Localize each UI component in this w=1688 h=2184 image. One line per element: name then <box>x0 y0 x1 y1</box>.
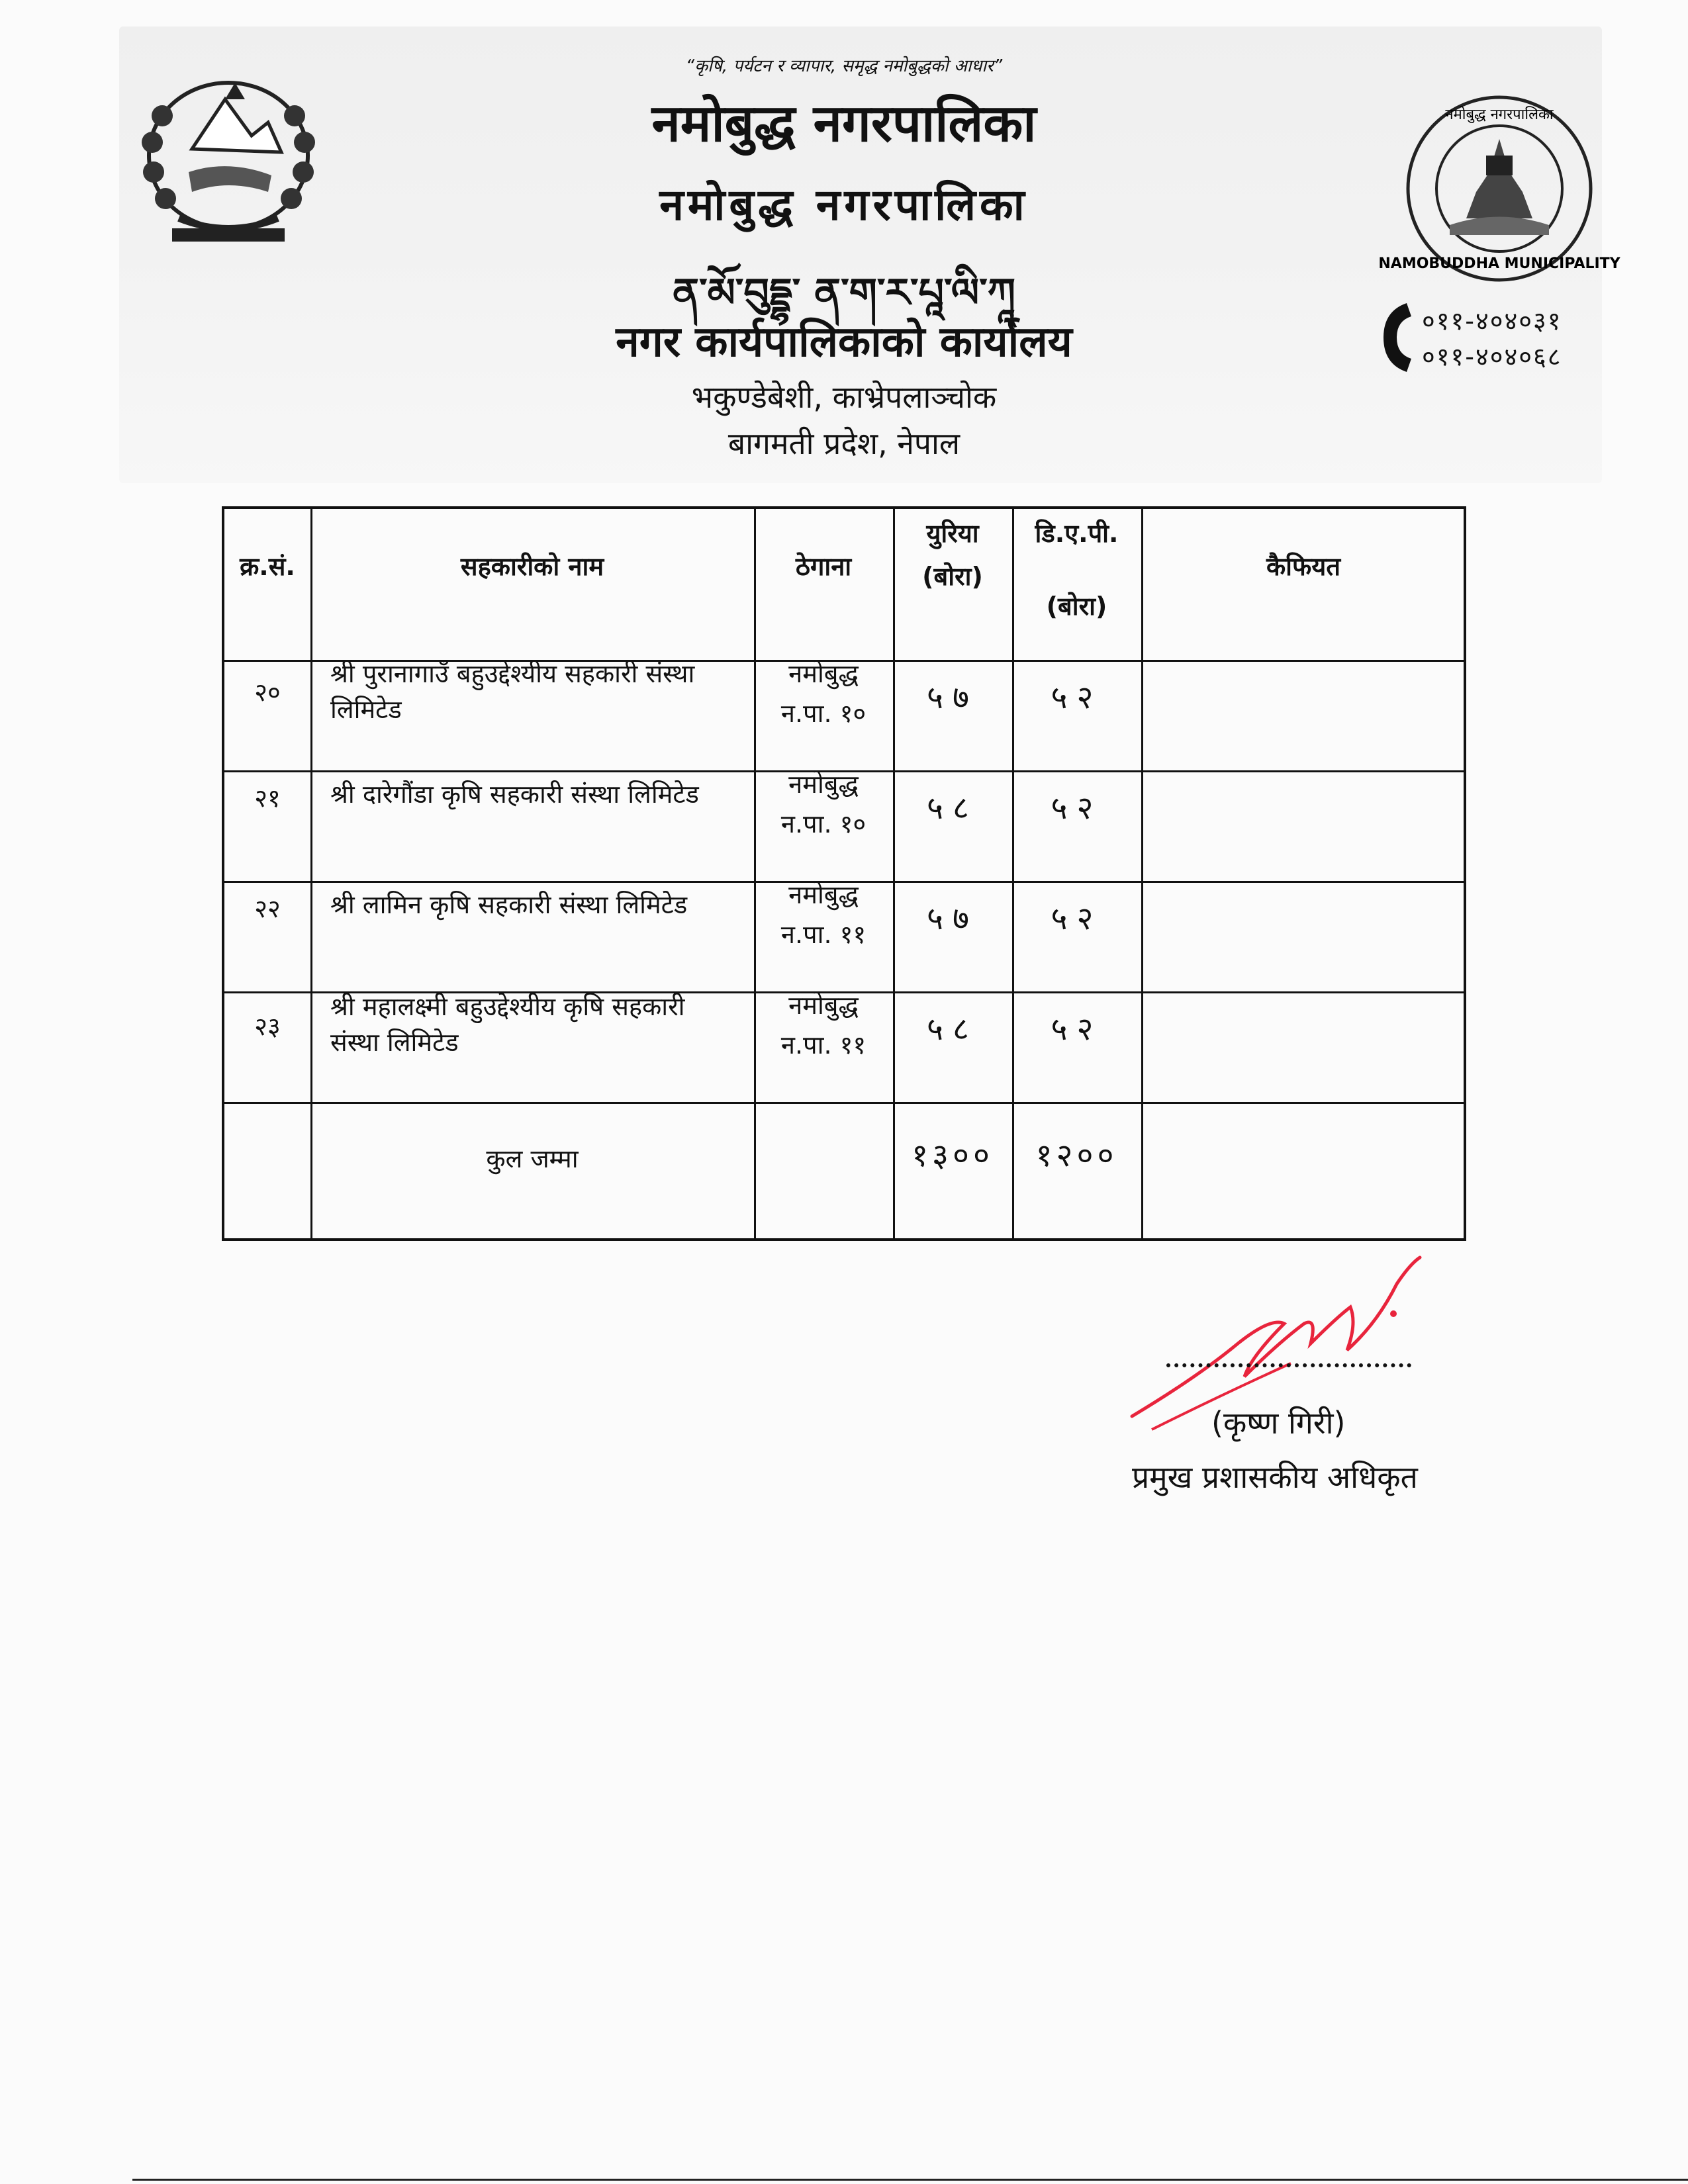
total-dap: १२०० <box>1035 1137 1118 1174</box>
row-address-ward: न.पा. ११ <box>780 1030 867 1060</box>
signature-line <box>1166 1363 1411 1367</box>
row-dap: ५२ <box>1051 679 1103 716</box>
row-sn: २१ <box>254 784 281 813</box>
phone-number-2: ०११-४०४०६८ <box>1422 342 1562 371</box>
address-line-2: बागमती प्रदेश, नेपाल <box>727 426 961 461</box>
header-urea: युरिया <box>926 519 979 548</box>
footer-divider <box>132 2179 1688 2181</box>
row-dap: ५२ <box>1051 1011 1103 1048</box>
address-line-1: भकुण्डेबेशी, काभ्रेपलाञ्चोक <box>691 379 997 415</box>
total-urea: १३०० <box>912 1137 994 1174</box>
row-address: नमोबुद्ध <box>788 991 859 1020</box>
row-urea: ५८ <box>927 1011 978 1048</box>
header-remarks: कैफियत <box>1266 552 1341 581</box>
cooperative-table <box>222 506 1466 1241</box>
signatory-title: प्रमुख प्रशासकीय अधिकृत <box>1132 1459 1418 1495</box>
row-address-ward: न.पा. १० <box>780 809 867 839</box>
row-sn: २२ <box>254 894 281 923</box>
row-address-ward: न.पा. १० <box>780 699 867 728</box>
row-dap: ५२ <box>1051 790 1103 827</box>
row-sn: २३ <box>254 1012 281 1041</box>
row-name: श्री दारेगौंडा कृषि सहकारी संस्था लिमिटेड <box>330 780 699 809</box>
signatory-name: (कृष्ण गिरी) <box>1211 1405 1346 1441</box>
header-name: सहकारीको नाम <box>460 552 604 581</box>
header-dap-unit: (बोरा) <box>1046 592 1107 621</box>
header-dap: डि.ए.पी. <box>1035 519 1119 548</box>
municipality-title: नमोबुद्ध नगरपालिका <box>651 94 1037 154</box>
phone-number-1: ०११-४०४०३१ <box>1422 306 1562 336</box>
row-urea: ५७ <box>927 679 978 716</box>
row-sn: २० <box>254 678 281 707</box>
row-address: नमोबुद्ध <box>788 880 859 909</box>
header-urea-unit: (बोरा) <box>922 562 983 591</box>
row-name-cont: संस्था लिमिटेड <box>330 1028 459 1057</box>
row-name: श्री महालक्ष्मी बहुउद्देश्यीय कृषि सहकारी <box>330 992 685 1021</box>
seal-text: NAMOBUDDHA MUNICIPALITY <box>1378 255 1620 272</box>
seal-text-top: नमोबुद्ध नगरपालिका <box>1445 107 1554 123</box>
row-name: श्री लामिन कृषि सहकारी संस्था लिमिटेड <box>330 890 688 919</box>
header-sn: क्र.सं. <box>240 552 295 581</box>
row-address: नमोबुद्ध <box>788 770 859 799</box>
municipality-title-newari: नमोबुद्ध नगरपालिका <box>659 179 1029 230</box>
row-dap: ५२ <box>1051 900 1103 937</box>
row-urea: ५७ <box>927 900 978 937</box>
row-address-ward: न.पा. ११ <box>780 920 867 949</box>
total-label: कुल जम्मा <box>486 1144 579 1173</box>
header-address: ठेगाना <box>795 552 852 581</box>
office-title: नगर कार्यपालिकाको कार्यालय <box>616 318 1072 367</box>
slogan: “कृषि, पर्यटन र व्यापार, समृद्ध नमोबुद्धको आधार” <box>685 56 1003 76</box>
phone-icon <box>1377 298 1417 377</box>
row-address: नमोबुद्ध <box>788 659 859 688</box>
row-urea: ५८ <box>927 790 978 827</box>
municipality-title-tibetan: ན་མོ་བུདྡྷ་ ན་ག་ར་པཱ་ལི་ཀཱ <box>673 270 1015 316</box>
row-name-cont: लिमिटेड <box>330 695 402 724</box>
row-name: श्री पुरानागाउँ बहुउद्देश्यीय सहकारी संस्था <box>330 659 695 688</box>
